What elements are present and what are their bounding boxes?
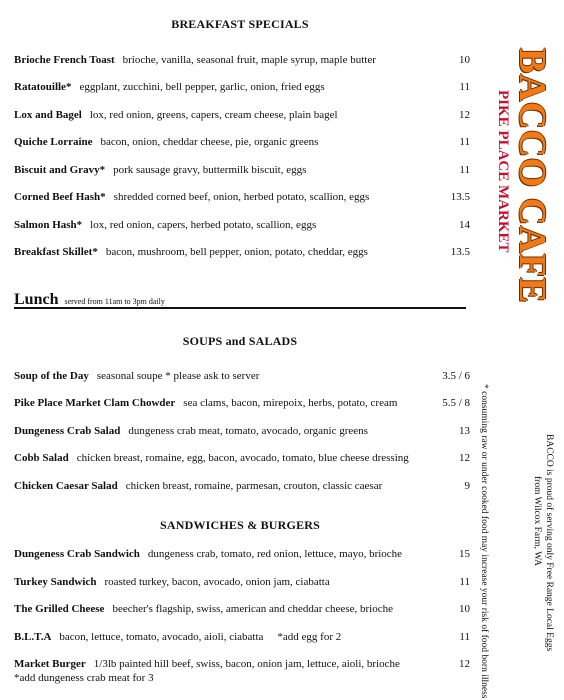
item-price: 10 <box>459 54 470 66</box>
item-desc: lox, red onion, greens, capers, cream cheese, plain bagel <box>89 109 338 121</box>
item-price: 14 <box>459 219 470 231</box>
item-name: Dungeness Crab Salad <box>14 425 121 437</box>
lunch-hours: served from 11am to 3pm daily <box>64 297 165 306</box>
menu-item <box>14 602 470 616</box>
menu-item <box>14 135 470 149</box>
brand-subtitle: PIKE PLACE MARKET <box>495 90 511 253</box>
item-price: 9 <box>464 480 470 492</box>
item-price: 12 <box>459 658 470 670</box>
menu-item <box>14 369 470 383</box>
item-price: 11 <box>459 631 470 643</box>
item-name: Cobb Salad <box>14 452 69 464</box>
item-price: 13.5 <box>450 191 470 203</box>
item-name: Biscuit and Gravy* <box>14 164 106 176</box>
item-name: Pike Place Market Clam Chowder <box>14 397 176 409</box>
eggs-note-line1: BACCO is proud of serving only Free Range Local Eggs <box>544 434 554 652</box>
brand-logo-title: BACCO CAFE <box>511 48 553 304</box>
food-warning-note: * consuming raw or under cooked food may increase your risk of food born illness <box>479 384 489 699</box>
item-name: Chicken Caesar Salad <box>14 480 118 492</box>
item-desc: roasted turkey, bacon, avocado, onion jam, ciabatta <box>104 576 330 588</box>
item-price: 3.5 / 6 <box>442 370 470 382</box>
menu-item <box>14 190 470 204</box>
item-name: Quiche Lorraine <box>14 136 93 148</box>
section-divider <box>14 307 466 309</box>
item-note: *add egg for 2 <box>277 631 342 643</box>
menu-item <box>14 245 470 259</box>
item-price: 13 <box>459 425 470 437</box>
menu-item <box>14 547 470 561</box>
item-desc: shredded corned beef, onion, herbed potato, scallion, eggs <box>113 191 370 203</box>
item-price: 13.5 <box>450 246 470 258</box>
item-name: Corned Beef Hash* <box>14 191 106 203</box>
item-name: Dungeness Crab Sandwich <box>14 548 140 560</box>
eggs-note-line2: from Wilcox Farm, WA <box>532 476 542 567</box>
menu-item <box>14 218 470 232</box>
item-desc: brioche, vanilla, seasonal fruit, maple syrup, maple butter <box>122 54 376 66</box>
menu-item <box>14 657 470 685</box>
menu-item <box>14 53 470 67</box>
item-price: 5.5 / 8 <box>442 397 470 409</box>
lunch-title: Lunch <box>14 291 59 308</box>
item-desc: sea clams, bacon, mirepoix, herbs, potato, cream <box>183 397 398 409</box>
item-price: 11 <box>459 81 470 93</box>
menu-item <box>14 575 470 589</box>
item-extra: *add dungeness crab meat for 3 <box>14 672 154 684</box>
menu-item <box>14 630 470 644</box>
item-name: Market Burger <box>14 658 86 670</box>
item-desc: dungeness crab, tomato, red onion, lettuce, mayo, brioche <box>147 548 403 560</box>
item-name: Salmon Hash* <box>14 219 83 231</box>
sandwiches-section-title: SANDWICHES & BURGERS <box>159 518 321 532</box>
item-name: Lox and Bagel <box>14 109 82 121</box>
menu-item <box>14 479 470 493</box>
menu-item <box>14 108 470 122</box>
item-price: 12 <box>459 109 470 121</box>
item-price: 12 <box>459 452 470 464</box>
item-desc: dungeness crab meat, tomato, avocado, organic greens <box>128 425 368 437</box>
item-desc: beecher's flagship, swiss, american and cheddar cheese, brioche <box>112 603 393 615</box>
item-desc: bacon, mushroom, bell pepper, onion, potato, cheddar, eggs <box>105 246 368 258</box>
item-name: Breakfast Skillet* <box>14 246 98 258</box>
item-price: 11 <box>459 164 470 176</box>
item-price: 11 <box>459 136 470 148</box>
item-desc: eggplant, zucchini, bell pepper, garlic, onion, fried eggs <box>79 81 325 93</box>
item-name: Soup of the Day <box>14 370 89 382</box>
menu-item <box>14 80 470 94</box>
item-name: The Grilled Cheese <box>14 603 105 615</box>
menu-item <box>14 396 470 410</box>
item-name: Brioche French Toast <box>14 54 115 66</box>
item-price: 10 <box>459 603 470 615</box>
item-desc: chicken breast, romaine, parmesan, crouton, classic caesar <box>125 480 383 492</box>
item-price: 15 <box>459 548 470 560</box>
item-name: Turkey Sandwich <box>14 576 97 588</box>
menu-item <box>14 424 470 438</box>
item-desc: lox, red onion, capers, herbed potato, scallion, eggs <box>90 219 317 231</box>
menu-item <box>14 163 470 177</box>
item-desc: chicken breast, romaine, egg, bacon, avocado, tomato, blue cheese dressing <box>76 452 409 464</box>
menu-item <box>14 451 470 465</box>
item-desc: pork sausage gravy, buttermilk biscuit, eggs <box>113 164 307 176</box>
item-price: 11 <box>459 576 470 588</box>
item-desc: seasonal soupe * please ask to server <box>96 370 260 382</box>
soups-section-title: SOUPS and SALADS <box>182 334 298 348</box>
item-desc: 1/3lb painted hill beef, swiss, bacon, onion jam, lettuce, aioli, brioche <box>93 658 400 670</box>
item-name: Ratatouille* <box>14 81 72 93</box>
breakfast-section-title: BREAKFAST SPECIALS <box>171 17 309 31</box>
item-name: B.L.T.A <box>14 631 52 643</box>
item-desc: bacon, lettuce, tomato, avocado, aioli, ciabatta <box>59 631 264 643</box>
item-desc: bacon, onion, cheddar cheese, pie, organic greens <box>100 136 319 148</box>
